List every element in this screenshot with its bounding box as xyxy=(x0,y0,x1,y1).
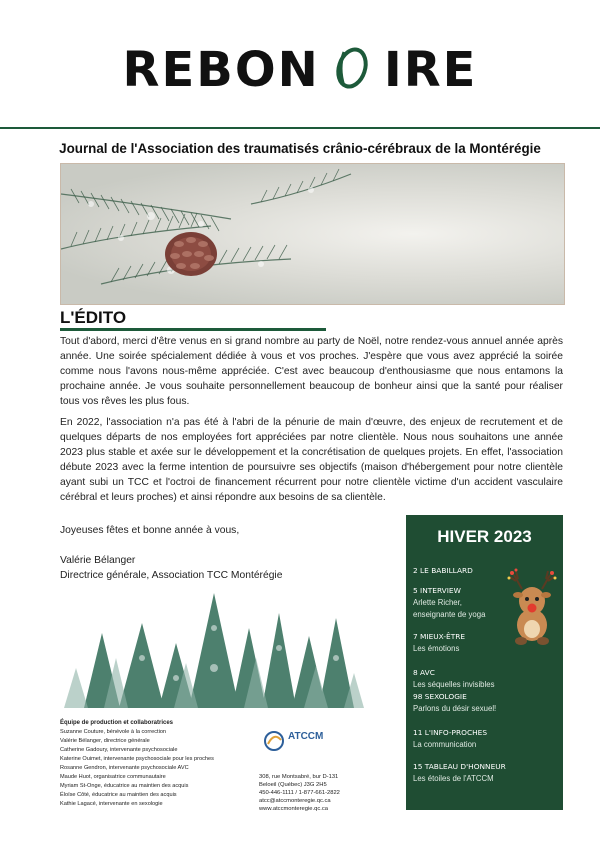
credit-line: Maude Huot, organisatrice communautaire xyxy=(60,774,166,780)
atccm-logo xyxy=(262,728,342,758)
toc-item-mieux-etre[interactable]: 7 MIEUX-ÊTRE Les émotions xyxy=(413,632,466,653)
issue-contents-panel xyxy=(406,515,563,810)
edito-paragraph-2: En 2022, l'association n'a pas été à l'abri de la pénurie de main d'œuvre, des enjeux de recrutement et de quelques départs de nos employées fort appréciées par notre clientèle. Nous nous souhaitons une année 2023 plus stable et axée sur le développement et la concrétisation de quelques projets. En effet, l'association débute 2023 avec la ferme intention de poursuivre ses objectifs (maison d'hébergement pour notre clientèle ayant subi un TCC et l'octroi de financement récurrent pour notre clientèle victime d'un accident vasculaire cérébral et leurs proches) et ainsi répondre aux besoins de sa clientèle. xyxy=(60,417,563,503)
toc-item-babillard[interactable]: 2 LE BABILLARD xyxy=(413,566,473,575)
toc-item-interview[interactable]: 5 INTERVIEW Arlette Richer, enseignante de yoga xyxy=(413,586,486,619)
decorative-d-logo xyxy=(330,46,374,90)
signer-name: Valérie Bélanger xyxy=(60,555,136,566)
title-part-left: REBON xyxy=(122,42,320,98)
email-link[interactable]: atcc@atccmonteregie.qc.ca xyxy=(259,798,331,804)
pinecone-icon xyxy=(165,232,217,276)
address-line: Beloeil (Québec) J3G 2H5 xyxy=(259,782,327,788)
toc-item-sexologie[interactable]: 98 SEXOLOGIE Parlons du désir sexuel! xyxy=(413,692,497,713)
hero-pine-image xyxy=(60,163,565,305)
edito-greeting: Joyeuses fêtes et bonne année à vous, xyxy=(60,525,240,536)
production-credits xyxy=(60,719,260,809)
newsletter-subtitle: Journal de l'Association des traumatisés crânio-cérébraux de la Montérégie xyxy=(59,141,541,156)
edito-paragraph-1: Tout d'abord, merci d'être venus en si grand nombre au party de Noël, notre rendez-vous annuel année après année. Une soirée spécialement dédiée à vous et vos proches. J'espère que vous avez apprécié la soirée comme nous l'avons nous-même appréciée. C'est avec beaucoup d'enthousiasme que nous entamons la prochaine année. Je vous souhaite personnellement beaucoup de bonheur ainsi que la santé pour réaliser tous vos rêves les plus fous. xyxy=(60,336,563,407)
masthead xyxy=(0,0,600,128)
credit-line: Myriam St-Onge, éducatrice au maintien des acquis xyxy=(60,783,189,789)
phone-line: 450-446-1111 / 1-877-661-2822 xyxy=(259,790,340,796)
credits-heading: Équipe de production et collaboratrices xyxy=(60,720,174,726)
credit-line: Valérie Bélanger, directrice générale xyxy=(60,738,150,744)
title-part-right: IRE xyxy=(383,42,478,98)
watercolor-trees-illustration xyxy=(64,588,364,708)
issue-title: HIVER 2023 xyxy=(437,527,532,546)
credit-line: Éloïse Côté, éducatrice au maintien des acquis xyxy=(60,792,177,798)
toc-item-avc[interactable]: 8 AVC Les séquelles invisibles xyxy=(413,668,495,689)
credit-line: Catherine Gadoury, intervenante psychosociale xyxy=(60,747,178,753)
credit-line: Kathie Lagacé, intervenante en sexologie xyxy=(60,801,163,807)
credit-line: Suzanne Couture, bénévole à la correction xyxy=(60,729,167,735)
credit-line: Katerine Ouimet, intervenante psychosociale pour les proches xyxy=(60,756,214,762)
credit-line: Rosanne Gendron, intervenante psychosociale AVC xyxy=(60,765,189,771)
logo-text: ATCCM xyxy=(288,731,324,742)
reindeer-icon xyxy=(504,567,560,647)
masthead-divider xyxy=(0,127,600,129)
signer-title: Directrice générale, Association TCC Montérégie xyxy=(60,570,283,581)
edito-heading: L'ÉDITO xyxy=(60,308,127,327)
org-address xyxy=(259,773,340,813)
website-link[interactable]: www.atccmonteregie.qc.ca xyxy=(259,806,328,812)
toc-item-info-proches[interactable]: 11 L'INFO-PROCHES La communication xyxy=(413,728,488,749)
toc-item-tableau-honneur[interactable]: 15 TABLEAU D'HONNEUR Les étoiles de l'ATCCM xyxy=(413,762,506,783)
address-line: 308, rue Montsabré, bur D-131 xyxy=(259,774,339,780)
newsletter-title xyxy=(0,42,600,98)
edito-underline xyxy=(60,328,326,331)
